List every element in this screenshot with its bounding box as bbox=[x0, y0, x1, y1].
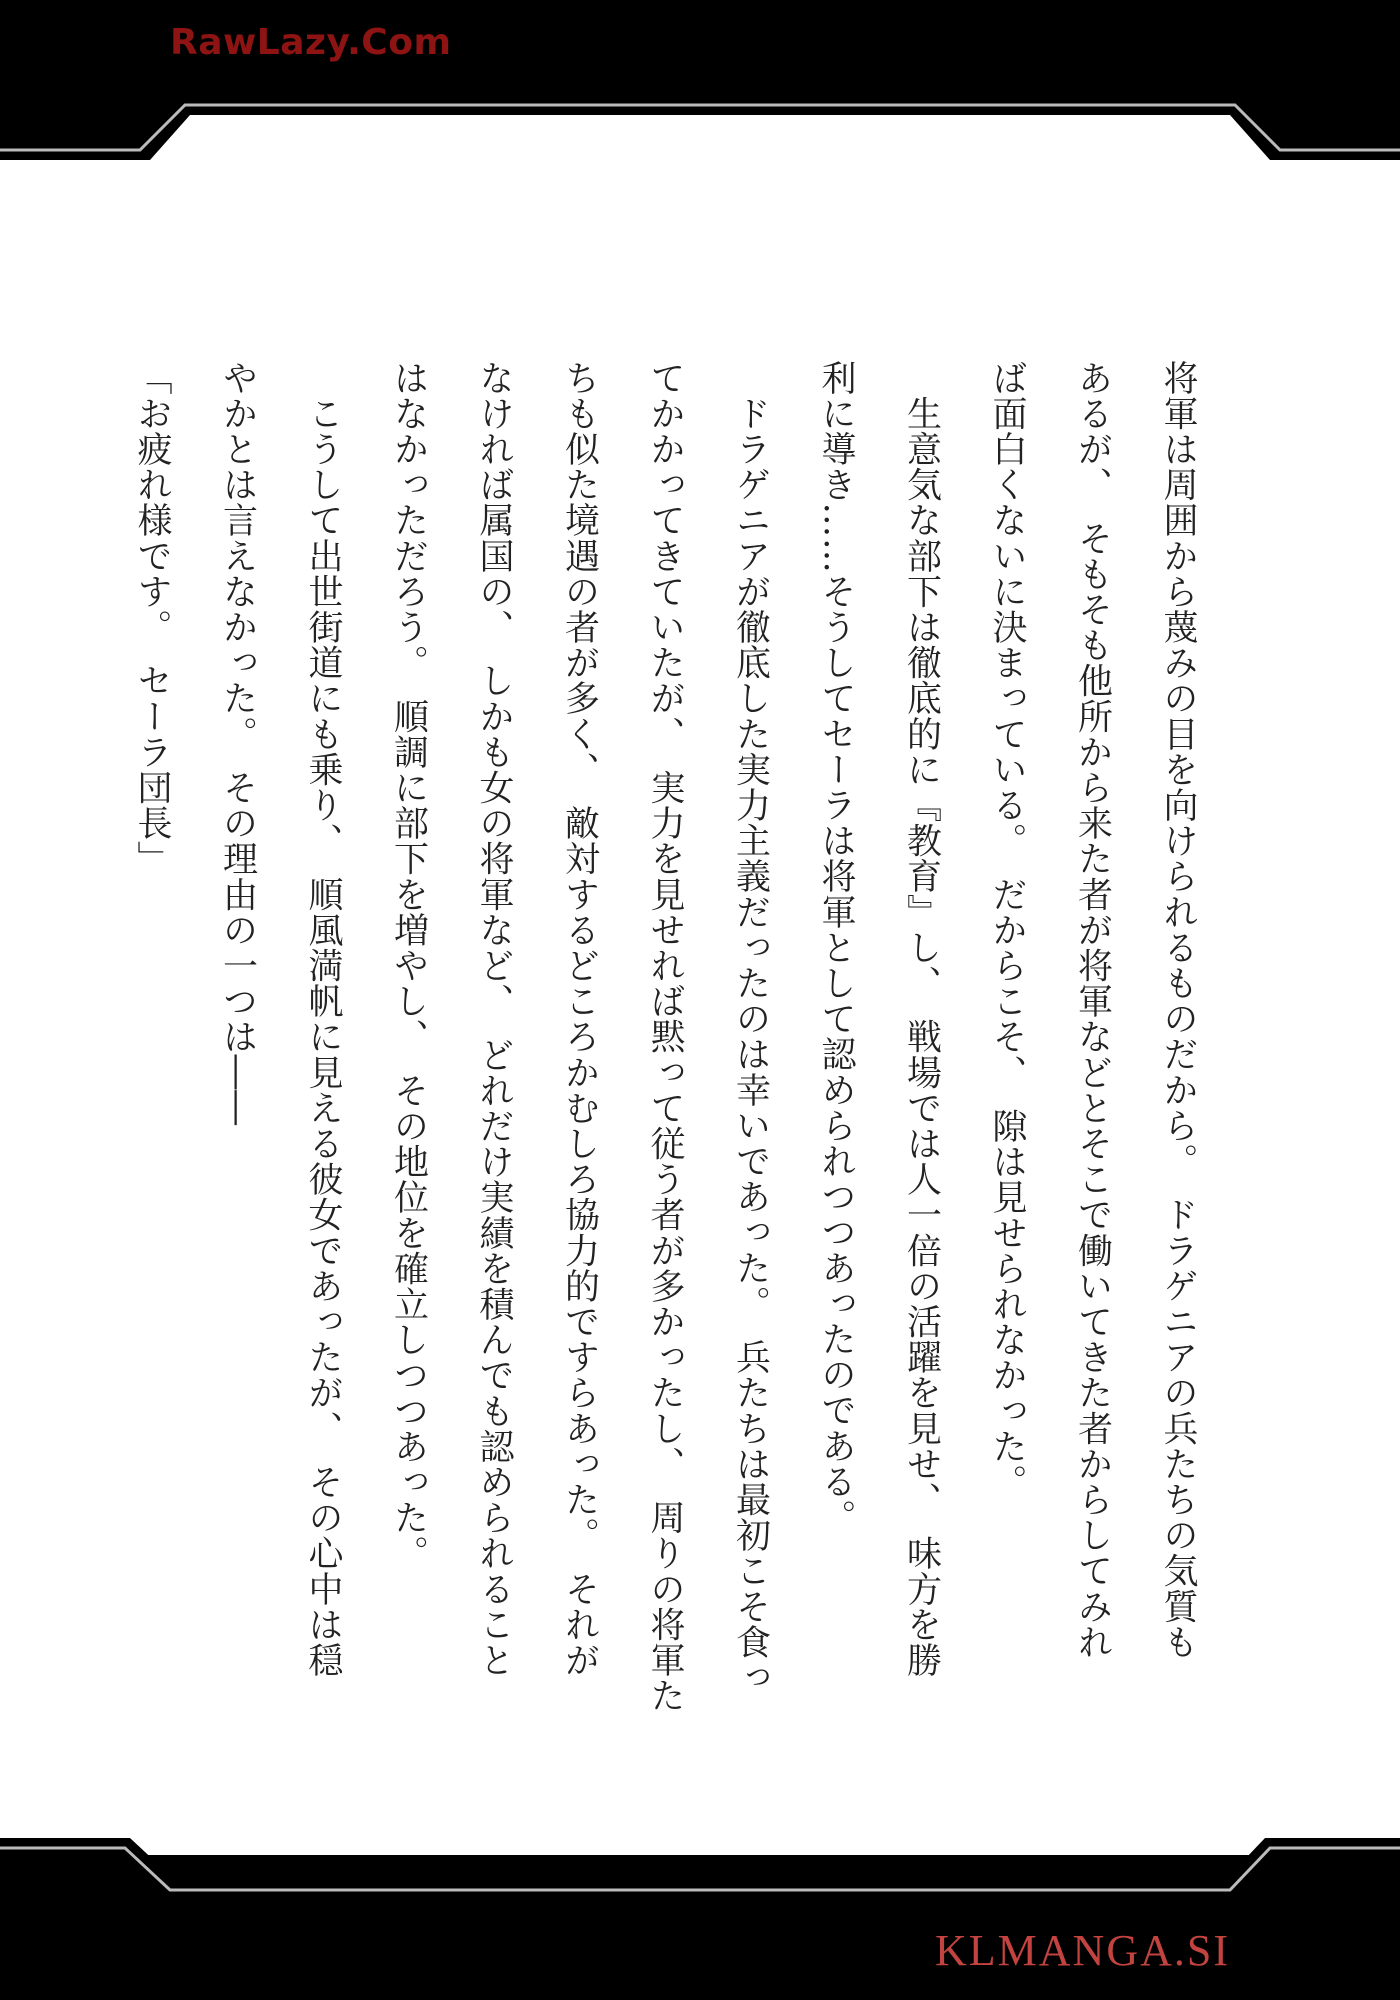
text-column: やかとは言えなかった。 その理由の一つは―― bbox=[217, 360, 258, 1126]
text-column: 生意気な部下は徹底的に『教育』し、 戦場では人一倍の活躍を見せ、 味方を勝 bbox=[901, 360, 942, 1678]
text-column: てかかってきていたが、 実力を見せれば黙って従う者が多かったし、 周りの将軍た bbox=[645, 360, 685, 1714]
text-column: 将軍は周囲から蔑みの目を向けられるものだから。 ドラゲニアの兵たちの気質も bbox=[1158, 360, 1198, 1660]
dialogue-column: 「お疲れ様です。 セーラ団長」 bbox=[132, 360, 172, 877]
text-column: あるが、 そもそも他所から来た者が将軍などとそこで働いてきた者からしてみれ bbox=[1072, 360, 1113, 1660]
text-column: はなかっただろう。 順調に部下を増やし、 その地位を確立しつつあった。 bbox=[388, 360, 429, 1571]
text-column: ドラゲニアが徹底した実力主義だったのは幸いであった。 兵たちは最初こそ食っ bbox=[730, 360, 771, 1696]
text-column: こうして出世街道にも乗り、 順風満帆に見える彼女であったが、 その心中は穏 bbox=[303, 360, 343, 1678]
text-column: ば面白くないに決まっている。 だからこそ、 隙は見せられなかった。 bbox=[987, 360, 1027, 1500]
watermark-bottom: KLMANGA.SI bbox=[935, 1926, 1230, 1975]
watermark-top: RawLazy.Com bbox=[170, 22, 452, 63]
text-column: なければ属国の、 しかも女の将軍など、 どれだけ実績を積んでも認められること bbox=[474, 360, 514, 1678]
text-column: 利に導き……そうしてセーラは将軍として認められつつあったのである。 bbox=[816, 360, 856, 1535]
vertical-text-body bbox=[109, 360, 1221, 1714]
text-column: ちも似た境遇の者が多く、 敵対するどころかむしろ協力的ですらあった。 それが bbox=[559, 360, 600, 1678]
